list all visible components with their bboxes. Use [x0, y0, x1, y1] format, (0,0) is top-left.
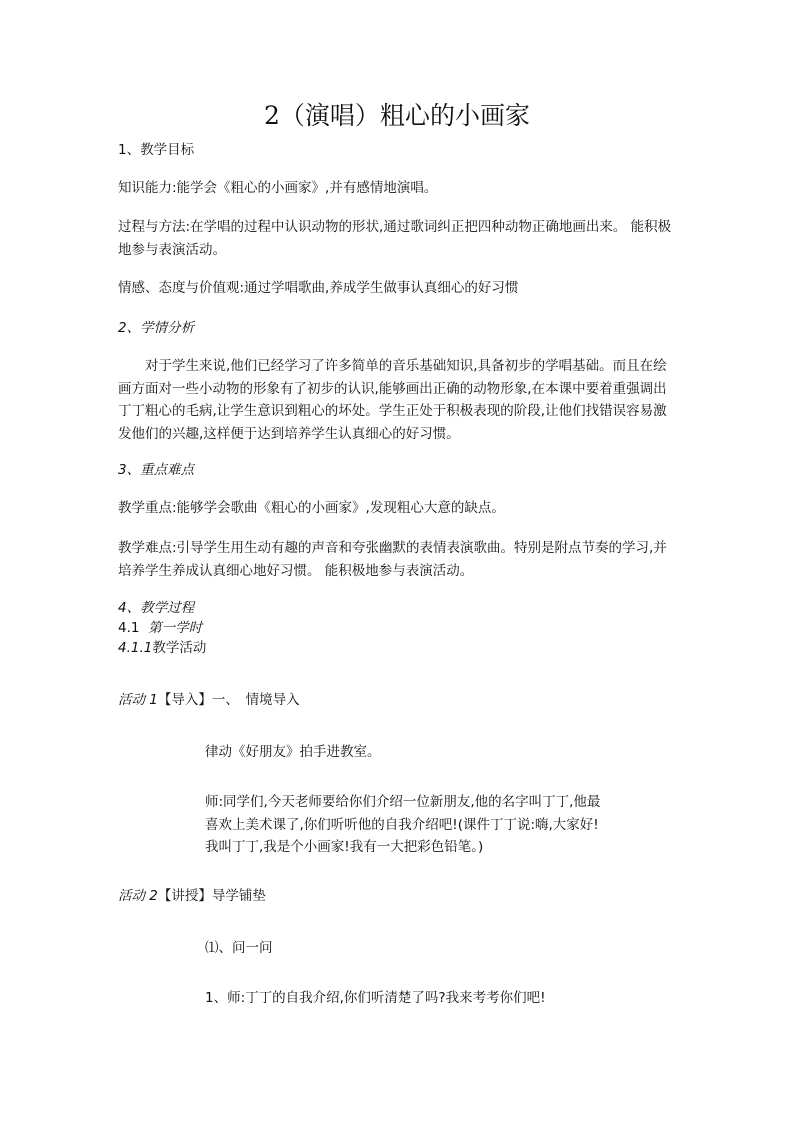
paragraph-difficulty: 教学难点:引导学生用生动有趣的声音和夸张幽默的表情表演歌曲。特别是附点节奏的学习,并培养学生养成认真细心地好习惯。 能积极地参与表演活动。 [118, 540, 667, 579]
section-heading-objectives: 1、教学目标 [118, 142, 195, 158]
subheading-ask: ⑴、问一问 [205, 940, 273, 956]
subsection-4-1 [118, 617, 202, 639]
paragraph-teacher-intro: 师:同学们,今天老师要给你们介绍一位新朋友,他的名字叫丁丁,他最喜欢上美术课了,你们听听他的自我介绍吧!(课件丁丁说:嗨,大家好!我叫丁丁,我是个小画家!我有一大把彩色铅笔。) [205, 794, 601, 855]
activity-label: 活动 2 [118, 888, 158, 904]
section-heading-key-points: 3、重点难点 [118, 462, 195, 478]
paragraph-analysis: 对于学生来说,他们已经学习了许多简单的音乐基础知识,具备初步的学唱基础。而且在绘画方面对一些小动物的形象有了初步的认识,能够画出正确的动物形象,在本课中要着重强调出丁丁粗心的毛病,让学生意识到粗心的坏处。学生正处于积极表现的阶段,让他们找错误容易激发他们的兴趣,这样便于达到培养学生认真细心的好习惯。 [118, 358, 667, 442]
section-heading-analysis: 2、学情分析 [118, 320, 195, 336]
paragraph-teacher-question: 1、师:丁丁的自我介绍,你们听清楚了吗?我来考考你们吧! [205, 990, 546, 1006]
subsection-4-1-1 [118, 637, 206, 659]
paragraph-rhythm: 律动《好朋友》拍手进教室。 [205, 744, 381, 760]
activity-2-heading [118, 885, 266, 907]
paragraph-process-method: 过程与方法:在学唱的过程中认识动物的形状,通过歌词纠正把四种动物正确地画出来。 能积极地参与表演活动。 [118, 219, 672, 258]
subsection-label: 第一学时 [148, 620, 203, 636]
activity-label: 活动 1 [118, 692, 158, 708]
subsection-label: 教学活动 [152, 640, 207, 656]
subsection-number: 4.1.1 [118, 640, 153, 656]
section-heading-process: 4、教学过程 [118, 600, 195, 616]
activity-title: 【讲授】导学铺垫 [157, 888, 266, 904]
paragraph-attitude: 情感、态度与价值观:通过学唱歌曲,养成学生做事认真细心的好习惯 [118, 280, 519, 296]
page-title: 2（演唱）粗心的小画家 [264, 101, 530, 130]
activity-1-heading [118, 689, 300, 711]
paragraph-key-point: 教学重点:能够学会歌曲《粗心的小画家》,发现粗心大意的缺点。 [118, 500, 505, 516]
activity-title: 【导入】一、 情境导入 [157, 692, 300, 708]
subsection-number: 4.1 [118, 620, 140, 636]
paragraph-knowledge: 知识能力:能学会《粗心的小画家》,并有感情地演唱。 [118, 180, 438, 196]
